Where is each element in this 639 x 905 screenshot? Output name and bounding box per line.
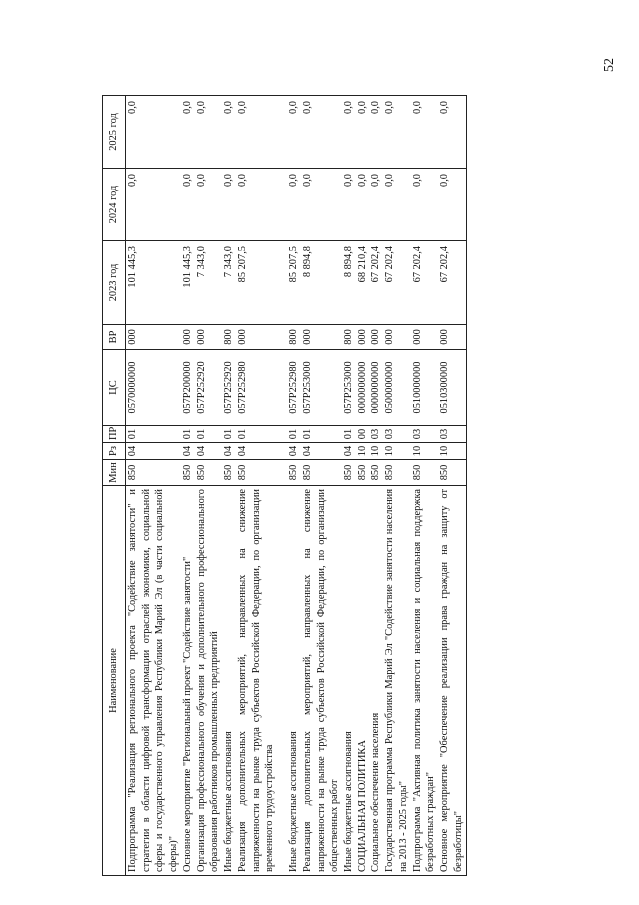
row-cs: 0510300000 xyxy=(438,350,466,426)
row-vr: 000 xyxy=(126,325,181,350)
table-row xyxy=(438,96,466,876)
row-cs: 057P252980 xyxy=(236,350,277,426)
row-2025: 0,0 xyxy=(195,96,222,169)
table-row xyxy=(342,96,356,876)
row-vr: 000 xyxy=(301,325,342,350)
row-cs: 057P253000 xyxy=(301,350,342,426)
row-rz: 10 xyxy=(411,443,438,460)
row-min: 850 xyxy=(383,460,410,486)
row-vr: 800 xyxy=(287,325,301,350)
row-2024: 0,0 xyxy=(356,169,370,241)
row-rz: 04 xyxy=(126,443,181,460)
row-min: 850 xyxy=(411,460,438,486)
budget-table xyxy=(102,95,467,876)
row-pr: 01 xyxy=(195,426,222,443)
row-cs: 057P252920 xyxy=(195,350,222,426)
row-cs: 057P253000 xyxy=(342,350,356,426)
row-vr: 000 xyxy=(438,325,466,350)
row-min: 850 xyxy=(287,460,301,486)
row-2024: 0,0 xyxy=(181,169,195,241)
row-cs: 0000000000 xyxy=(369,350,383,426)
row-2023: 8 894,8 xyxy=(301,241,342,325)
row-vr: 800 xyxy=(222,325,236,350)
row-spacer xyxy=(277,96,287,876)
row-2024: 0,0 xyxy=(195,169,222,241)
row-2025: 0,0 xyxy=(383,96,410,169)
row-rz: 04 xyxy=(181,443,195,460)
row-2025: 0,0 xyxy=(356,96,370,169)
row-pr: 01 xyxy=(287,426,301,443)
row-min: 850 xyxy=(126,460,181,486)
row-name: Иные бюджетные ассигнования xyxy=(222,486,236,876)
row-rz: 04 xyxy=(287,443,301,460)
row-min: 850 xyxy=(236,460,277,486)
row-min: 850 xyxy=(181,460,195,486)
row-pr: 01 xyxy=(222,426,236,443)
row-2025: 0,0 xyxy=(126,96,181,169)
row-rz: 10 xyxy=(383,443,410,460)
row-2023: 7 343,0 xyxy=(195,241,222,325)
row-name: Государственная программа Республики Марий Эл "Содействие занятости населения на 2013 - 2025 годы" xyxy=(383,486,410,876)
row-name: Организация профессионального обучения и дополнительного профессионального образования работников промышленных предприятий xyxy=(195,486,222,876)
row-2023: 67 202,4 xyxy=(411,241,438,325)
row-pr: 01 xyxy=(236,426,277,443)
row-2025: 0,0 xyxy=(438,96,466,169)
row-2024: 0,0 xyxy=(236,169,277,241)
row-2023: 8 894,8 xyxy=(342,241,356,325)
row-cs: 0500000000 xyxy=(383,350,410,426)
header-2023: 2023 год xyxy=(103,241,126,325)
row-min: 850 xyxy=(369,460,383,486)
header-min: Мин xyxy=(103,460,126,486)
row-2023: 67 202,4 xyxy=(383,241,410,325)
header-rz: Рз xyxy=(103,443,126,460)
row-vr: 800 xyxy=(342,325,356,350)
row-2025: 0,0 xyxy=(181,96,195,169)
row-cs: 0570000000 xyxy=(126,350,181,426)
row-min: 850 xyxy=(438,460,466,486)
row-2023: 101 445,3 xyxy=(181,241,195,325)
row-2023: 7 343,0 xyxy=(222,241,236,325)
row-2024: 0,0 xyxy=(287,169,301,241)
row-2025: 0,0 xyxy=(301,96,342,169)
row-2024: 0,0 xyxy=(369,169,383,241)
header-name: Наименование xyxy=(103,486,126,876)
row-vr: 000 xyxy=(181,325,195,350)
table-row xyxy=(356,96,370,876)
row-vr: 000 xyxy=(195,325,222,350)
row-vr: 000 xyxy=(411,325,438,350)
table-row xyxy=(301,96,342,876)
table-row xyxy=(236,96,277,876)
table-row xyxy=(126,96,181,876)
header-row xyxy=(103,96,126,876)
row-2024: 0,0 xyxy=(222,169,236,241)
row-2024: 0,0 xyxy=(411,169,438,241)
row-pr: 03 xyxy=(383,426,410,443)
row-rz: 04 xyxy=(236,443,277,460)
row-cs: 057P200000 xyxy=(181,350,195,426)
row-rz: 10 xyxy=(438,443,466,460)
row-2025: 0,0 xyxy=(411,96,438,169)
row-name: СОЦИАЛЬНАЯ ПОЛИТИКА xyxy=(356,486,370,876)
table-row xyxy=(411,96,438,876)
row-2023: 85 207,5 xyxy=(287,241,301,325)
header-pr: ПР xyxy=(103,426,126,443)
row-min: 850 xyxy=(195,460,222,486)
row-cs: 0000000000 xyxy=(356,350,370,426)
header-cs: ЦС xyxy=(103,350,126,426)
row-pr: 03 xyxy=(369,426,383,443)
row-rz: 04 xyxy=(301,443,342,460)
row-2023: 67 202,4 xyxy=(438,241,466,325)
row-rz: 04 xyxy=(195,443,222,460)
table-row xyxy=(222,96,236,876)
row-2024: 0,0 xyxy=(126,169,181,241)
rotated-table-container xyxy=(102,96,528,876)
header-2024: 2024 год xyxy=(103,169,126,241)
table-row xyxy=(195,96,222,876)
row-min: 850 xyxy=(356,460,370,486)
row-min: 850 xyxy=(222,460,236,486)
row-name: Иные бюджетные ассигнования xyxy=(287,486,301,876)
row-pr: 03 xyxy=(411,426,438,443)
row-rz: 10 xyxy=(356,443,370,460)
row-pr: 01 xyxy=(126,426,181,443)
header-2025: 2025 год xyxy=(103,96,126,169)
row-2025: 0,0 xyxy=(236,96,277,169)
row-pr: 03 xyxy=(438,426,466,443)
row-name: Основное мероприятие "Обеспечение реализации права граждан на защиту от безработицы" xyxy=(438,486,466,876)
row-2025: 0,0 xyxy=(342,96,356,169)
row-vr: 000 xyxy=(369,325,383,350)
row-2024: 0,0 xyxy=(342,169,356,241)
table-row xyxy=(287,96,301,876)
row-rz: 10 xyxy=(369,443,383,460)
row-name: Подпрограмма "Активная политика занятости населения и социальная поддержка безработных граждан" xyxy=(411,486,438,876)
row-pr: 01 xyxy=(181,426,195,443)
row-rz: 04 xyxy=(222,443,236,460)
row-cs: 0510000000 xyxy=(411,350,438,426)
row-2023: 85 207,5 xyxy=(236,241,277,325)
row-name: Основное мероприятие "Региональный проект "Содействие занятости" xyxy=(181,486,195,876)
row-min: 850 xyxy=(301,460,342,486)
row-name: Подпрограмма "Реализация регионального проекта "Содействие занятости" и стратегии в области цифровой трансформации отраслей экономики, социальной сферы и государственного управления Республики Марий Эл (в части социальной сферы)" xyxy=(126,486,181,876)
row-2023: 68 210,4 xyxy=(356,241,370,325)
row-2024: 0,0 xyxy=(301,169,342,241)
row-vr: 000 xyxy=(236,325,277,350)
row-2024: 0,0 xyxy=(383,169,410,241)
table-row xyxy=(369,96,383,876)
page-number: 52 xyxy=(602,58,617,72)
row-min: 850 xyxy=(342,460,356,486)
row-name: Реализация дополнительных мероприятий, направленных на снижение напряженности на рынке труда субъектов Российской Федерации, по организации временного трудоустройства xyxy=(236,486,277,876)
row-rz: 04 xyxy=(342,443,356,460)
row-2023: 67 202,4 xyxy=(369,241,383,325)
table-row xyxy=(383,96,410,876)
row-2025: 0,0 xyxy=(369,96,383,169)
row-pr: 01 xyxy=(301,426,342,443)
row-name: Реализация дополнительных мероприятий, направленных на снижение напряженности на рынке труда субъектов Российской Федерации, по организации общественных работ xyxy=(301,486,342,876)
row-cs: 057P252980 xyxy=(287,350,301,426)
header-vr: ВР xyxy=(103,325,126,350)
row-name: Социальное обеспечение населения xyxy=(369,486,383,876)
row-2025: 0,0 xyxy=(222,96,236,169)
row-pr: 01 xyxy=(342,426,356,443)
row-pr: 00 xyxy=(356,426,370,443)
table-row xyxy=(181,96,195,876)
row-cs: 057P252920 xyxy=(222,350,236,426)
row-2025: 0,0 xyxy=(287,96,301,169)
row-2024: 0,0 xyxy=(438,169,466,241)
row-vr: 000 xyxy=(356,325,370,350)
row-name: Иные бюджетные ассигнования xyxy=(342,486,356,876)
row-vr: 000 xyxy=(383,325,410,350)
row-2023: 101 445,3 xyxy=(126,241,181,325)
